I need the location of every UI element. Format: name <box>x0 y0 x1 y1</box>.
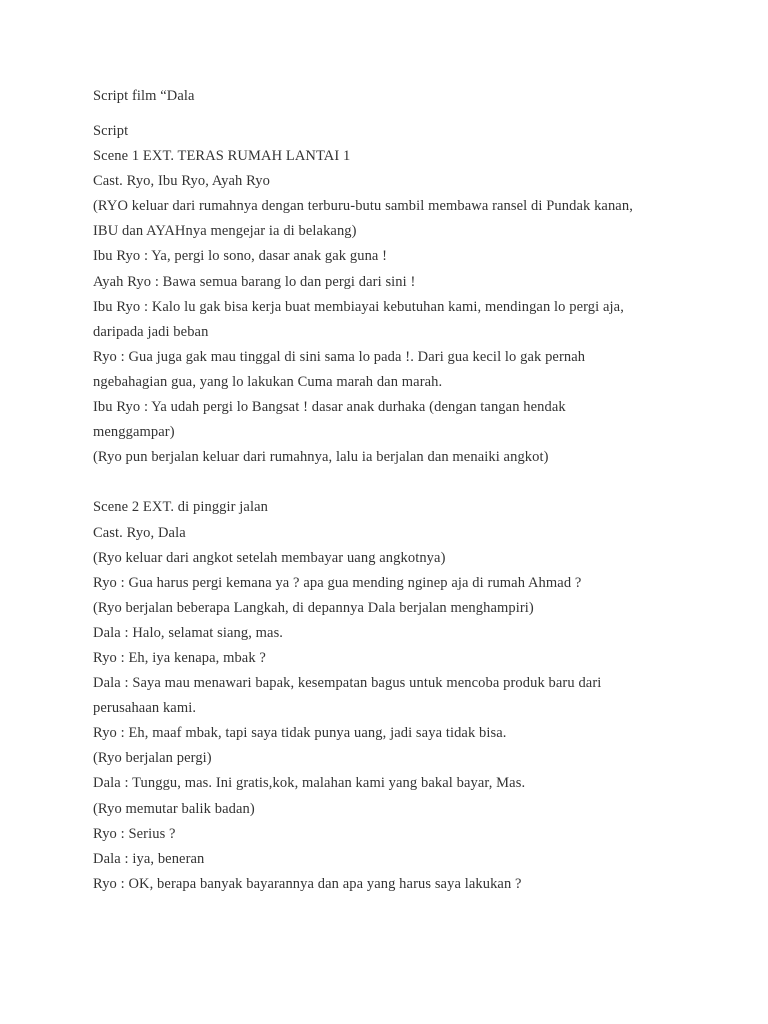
script-line: (Ryo keluar dari angkot setelah membayar uang angkotnya) <box>93 549 446 566</box>
script-line: Dala : iya, beneran <box>93 850 205 867</box>
script-line: Ryo : OK, berapa banyak bayarannya dan apa yang harus saya lakukan ? <box>93 875 522 892</box>
script-line: (Ryo pun berjalan keluar dari rumahnya, lalu ia berjalan dan menaiki angkot) <box>93 449 549 466</box>
script-line: ngebahagian gua, yang lo lakukan Cuma marah dan marah. <box>93 373 443 390</box>
blank-line <box>93 470 673 495</box>
script-line: Ayah Ryo : Bawa semua barang lo dan pergi dari sini ! <box>93 273 416 290</box>
script-line: Script <box>93 123 129 139</box>
script-line: Dala : Halo, selamat siang, mas. <box>93 624 284 641</box>
script-line: Ibu Ryo : Ya udah pergi lo Bangsat ! dasar anak durhaka (dengan tangan hendak <box>93 399 566 416</box>
script-line: Cast. Ryo, Dala <box>93 524 186 541</box>
script-line: (Ryo berjalan beberapa Langkah, di depannya Dala berjalan menghampiri) <box>93 599 534 616</box>
script-line: (Ryo berjalan pergi) <box>93 750 212 767</box>
script-line: Ryo : Serius ? <box>93 825 176 842</box>
script-line: Dala : Saya mau menawari bapak, kesempatan bagus untuk mencoba produk baru dari <box>93 675 602 692</box>
script-line: Ryo : Eh, iya kenapa, mbak ? <box>93 649 266 666</box>
script-line: Cast. Ryo, Ibu Ryo, Ayah Ryo <box>93 173 270 190</box>
script-line: (RYO keluar dari rumahnya dengan terburu-butu sambil membawa ransel di Pundak kanan, <box>93 198 633 215</box>
script-line: Ibu Ryo : Ya, pergi lo sono, dasar anak gak guna ! <box>93 248 388 265</box>
script-line: Ryo : Eh, maaf mbak, tapi saya tidak punya uang, jadi saya tidak bisa. <box>93 725 507 742</box>
script-line: daripada jadi beban <box>93 323 209 340</box>
script-line: IBU dan AYAHnya mengejar ia di belakang) <box>93 223 357 240</box>
script-line: Dala : Tunggu, mas. Ini gratis,kok, malahan kami yang bakal bayar, Mas. <box>93 775 526 792</box>
script-line: (Ryo memutar balik badan) <box>93 800 255 817</box>
script-line: perusahaan kami. <box>93 700 197 717</box>
script-line: Scene 2 EXT. di pinggir jalan <box>93 499 268 516</box>
document-title: Script film “Dala <box>93 88 195 104</box>
script-line: Ibu Ryo : Kalo lu gak bisa kerja buat membiayai kebutuhan kami, mendingan lo pergi aja, <box>93 298 624 315</box>
script-line: Ryo : Gua juga gak mau tinggal di sini sama lo pada !. Dari gua kecil lo gak pernah <box>93 348 586 365</box>
script-body <box>93 119 673 897</box>
script-line: menggampar) <box>93 424 175 441</box>
script-line: Ryo : Gua harus pergi kemana ya ? apa gua mending nginep aja di rumah Ahmad ? <box>93 574 582 591</box>
script-line: Scene 1 EXT. TERAS RUMAH LANTAI 1 <box>93 148 351 165</box>
